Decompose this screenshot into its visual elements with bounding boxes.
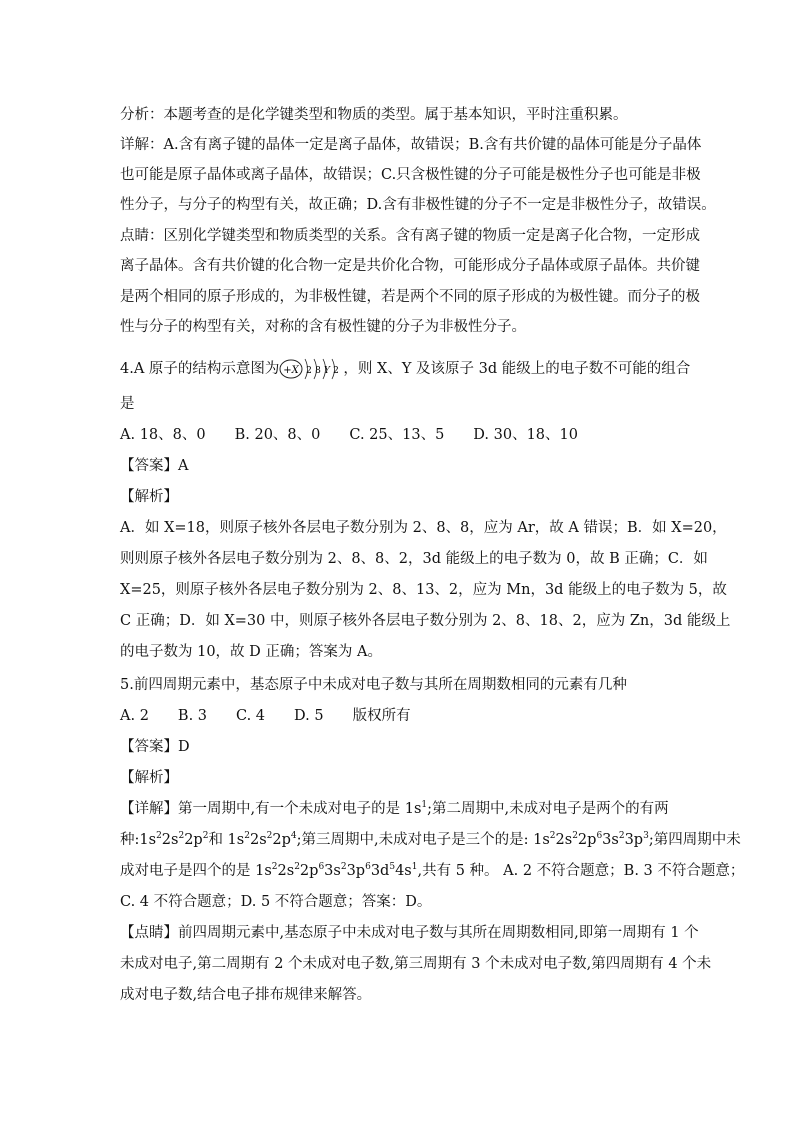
question-4-answer: 【答案】A bbox=[120, 458, 189, 474]
note-line: 是两个相同的原子形成的，为非极性键，若是两个不同的原子形成的为极性键。而分子的极 bbox=[120, 289, 700, 305]
note-line: 离子晶体。含有共价键的化合物一定是共价化合物，可能形成分子晶体或原子晶体。共价键 bbox=[120, 258, 700, 274]
question-4-stem bbox=[120, 356, 691, 382]
note-line: 成对电子数,结合电子排布规律来解答。 bbox=[120, 987, 372, 1003]
detail-line: 性分子，与分子的构型有关，故正确；D.含有非极性键的分子不一定是非极性分子，故错误。 bbox=[120, 197, 716, 213]
question-5-answer: 【答案】D bbox=[120, 739, 190, 755]
note-line: 性与分子的构型有关，对称的含有极性键的分子为非极性分子。 bbox=[120, 319, 526, 335]
question-4-jiexi-heading: 【解析】 bbox=[120, 489, 178, 505]
explanation-line: X=25，则原子核外各层电子数分别为 2、8、13、2，应为 Mn，3d 能级上的电子数为 5，故 bbox=[120, 582, 727, 598]
note-line: 点睛：区别化学键类型和物质类型的关系。含有离子键的物质一定是离子化合物，一定形成 bbox=[120, 228, 700, 244]
question-4-stem-text: 4.A 原子的结构示意图为 bbox=[120, 361, 280, 377]
explanation-line: C 正确；D．如 X=30 中，则原子核外各层电子数分别为 2、8、18、2，应为 Zn，3d 能级上 bbox=[120, 613, 731, 629]
explanation-line: A．如 X=18，则原子核外各层电子数分别为 2、8、8，应为 Ar，故 A 错误；B．如 X=20， bbox=[120, 520, 727, 536]
shell-count: 8 bbox=[315, 366, 322, 376]
analysis-line: 分析：本题考查的是化学键类型和物质的类型。属于基本知识，平时注重积累。 bbox=[120, 107, 628, 123]
question-4-stem-text: ，则 X、Y 及该原子 3d 能级上的电子数不可能的组合 bbox=[343, 361, 691, 377]
explanation-line: 则则原子核外各层电子数分别为 2、8、8、2，3d 能级上的电子数为 0，故 B 正确；C．如 bbox=[120, 551, 708, 567]
detail-line: 【详解】第一周期中,有一个未成对电子的是 $1s^1$;第二周期中,未成对电子是两个的有两 bbox=[120, 800, 669, 817]
shell-count: 2 bbox=[306, 366, 313, 376]
detail-line: 种$:1s^22s^22p^2$和 $1s^22s^22p^4$;第三周期中,未成对电子是三个的是: $1s^22s^22p^63s^23p^3$;第四周期中未 bbox=[120, 831, 741, 848]
question-5-stem: 5.前四周期元素中，基态原子中未成对电子数与其所在周期数相同的元素有几种 bbox=[120, 677, 627, 693]
nucleus-label: +X bbox=[283, 365, 300, 376]
detail-line: C. 4 不符合题意；D. 5 不符合题意；答案：D。 bbox=[120, 894, 432, 910]
atom-structure-diagram bbox=[279, 356, 343, 382]
note-line: 【点睛】前四周期元素中,基态原子中未成对电子数与其所在周期数相同,即第一周期有 1 个 bbox=[120, 925, 699, 941]
question-4-stem-end: 是 bbox=[120, 396, 135, 412]
shell-count: 2 bbox=[333, 366, 340, 376]
note-line: 未成对电子,第二周期有 2 个未成对电子数,第三周期有 3 个未成对电子数,第四周期有 4 个未 bbox=[120, 956, 712, 972]
detail-line: 详解：A.含有离子键的晶体一定是离子晶体，故错误；B.含有共价键的晶体可能是分子晶体 bbox=[120, 137, 702, 153]
question-5-options: A. 2 B. 3 C. 4 D. 5 版权所有 bbox=[120, 708, 411, 724]
explanation-line: 的电子数为 10，故 D 正确；答案为 A。 bbox=[120, 644, 382, 660]
detail-line: 也可能是原子晶体或离子晶体，故错误；C.只含极性键的分子可能是极性分子也可能是非极 bbox=[120, 167, 701, 183]
question-5-jiexi-heading: 【解析】 bbox=[120, 770, 178, 786]
detail-line: 成对电子是四个的是 $1s^22s^22p^63s^23p^63d^54s^1$,共有 5 种。 A. 2 不符合题意；B. 3 不符合题意； bbox=[120, 862, 745, 879]
question-4-options: A. 18、8、0 B. 20、8、0 C. 25、13、5 D. 30、18、10 bbox=[120, 427, 578, 443]
shell-count: Y bbox=[324, 366, 331, 376]
